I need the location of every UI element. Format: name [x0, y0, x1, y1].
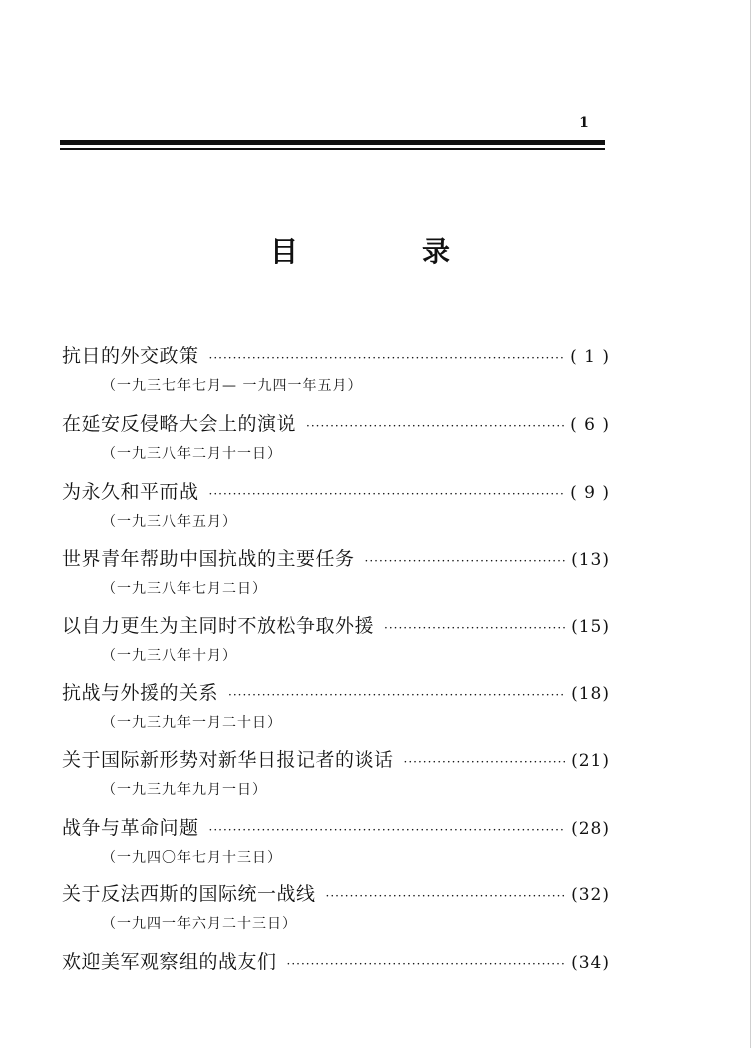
toc-entry	[62, 342, 610, 396]
toc-entry-date: （一九四〇年七月十三日）	[102, 850, 282, 866]
toc-entry-page: ( 9 )	[570, 483, 610, 503]
header-rule-thick	[60, 140, 605, 145]
toc-entry-page: (15)	[571, 617, 610, 637]
toc-entry-page: ( 6 )	[570, 415, 610, 435]
toc-entry-date: （一九三八年二月十一日）	[102, 446, 282, 462]
leader-dots	[287, 950, 566, 978]
leader-dots	[384, 614, 565, 642]
toc-entry-date: （一九三八年七月二日）	[102, 581, 267, 597]
toc-entry-page: (13)	[571, 550, 610, 570]
toc-entry-title: 关于反法西斯的国际统一战线	[62, 883, 316, 905]
toc-entry-date: （一九三八年十月）	[102, 648, 237, 664]
toc-entry-title: 抗战与外援的关系	[62, 682, 219, 704]
header-rule-thin	[60, 148, 605, 150]
toc-entry-title: 欢迎美军观察组的战友们	[62, 951, 277, 973]
toc-entry-date: （一九三八年五月）	[102, 514, 237, 530]
leader-dots	[404, 748, 566, 776]
toc-entry	[62, 746, 610, 800]
toc-entry	[62, 679, 610, 733]
toc-entry-title: 为永久和平而战	[62, 481, 199, 503]
toc-entry-page: (21)	[571, 751, 610, 771]
toc-entry	[62, 478, 610, 532]
toc-entry	[62, 410, 610, 464]
toc-entry	[62, 948, 610, 976]
toc-entry	[62, 880, 610, 934]
leader-dots	[209, 480, 565, 508]
toc-entry-date: （一九四一年六月二十三日）	[102, 916, 297, 932]
toc-entry-page: (34)	[571, 953, 610, 973]
toc-entry	[62, 814, 610, 868]
toc-entry-title: 世界青年帮助中国抗战的主要任务	[62, 548, 355, 570]
toc-entry-page: (18)	[571, 684, 610, 704]
toc-entry-title: 抗日的外交政策	[62, 345, 199, 367]
page-number: 1	[579, 115, 589, 131]
toc-entry-title: 在延安反侵略大会上的演说	[62, 413, 297, 435]
toc-entry-title: 战争与革命问题	[62, 817, 199, 839]
toc-entry	[62, 545, 610, 599]
toc-entry-date: （一九三九年一月二十日）	[102, 715, 282, 731]
page-title: 目 录	[270, 235, 499, 268]
toc-entry-title: 以自力更生为主同时不放松争取外援	[62, 615, 375, 637]
toc-entry-date: （一九三七年七月— 一九四一年五月）	[102, 378, 363, 394]
toc-entry	[62, 612, 610, 666]
leader-dots	[209, 344, 565, 372]
leader-dots	[326, 882, 566, 910]
leader-dots	[306, 412, 564, 440]
toc-entry-title: 关于国际新形势对新华日报记者的谈话	[62, 749, 394, 771]
toc-entry-page: (28)	[571, 819, 610, 839]
leader-dots	[228, 681, 565, 709]
leader-dots	[209, 816, 566, 844]
toc-entry-page: (32)	[571, 885, 610, 905]
leader-dots	[365, 547, 566, 575]
toc-entry-page: ( 1 )	[570, 347, 610, 367]
toc-entry-date: （一九三九年九月一日）	[102, 782, 267, 798]
